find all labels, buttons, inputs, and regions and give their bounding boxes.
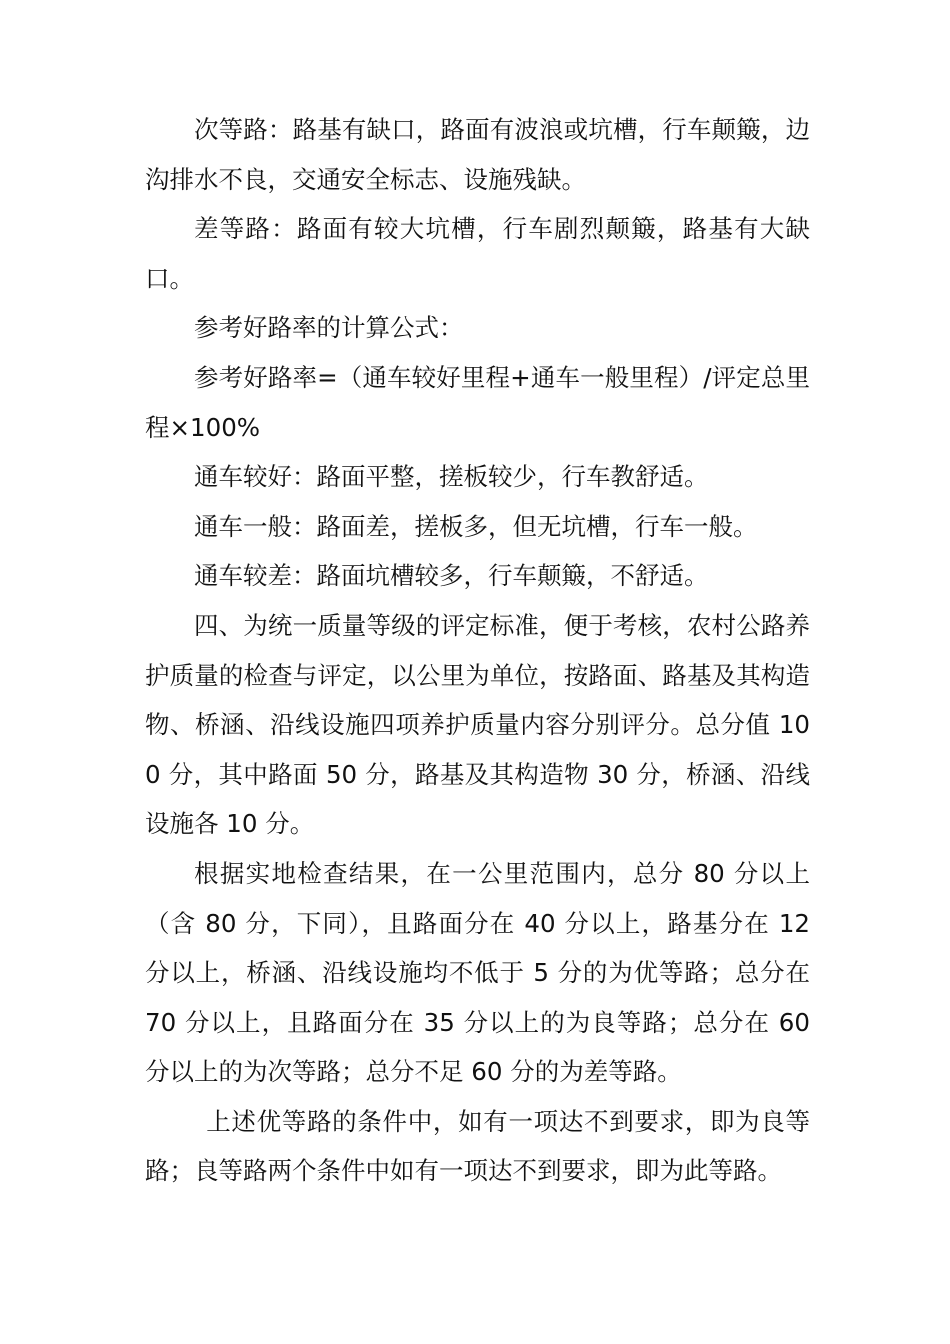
- paragraph-inspection-results: 根据实地检查结果，在一公里范围内，总分 80 分以上（含 80 分，下同），且路面分在 40 分以上，路基分在 12 分以上，桥涵、沿线设施均不低于 5 分的为优等路；总分在 70 分以上，且路面分在 35 分以上的为良等路；总分在 60 分以上的为次等路；总分不足 60 分的为差等路。: [145, 858, 810, 1087]
- paragraph-conditions: 上述优等路的条件中，如有一项达不到要求，即为良等路；良等路两个条件中如有一项达不到要求，即为此等路。: [145, 1106, 810, 1186]
- paragraph-traffic-poor: 通车较差：路面坑槽较多，行车颠簸，不舒适。: [194, 561, 709, 591]
- paragraph-traffic-good: 通车较好：路面平整，搓板较少，行车教舒适。: [194, 462, 709, 492]
- paragraph-section-four: 四、为统一质量等级的评定标准，便于考核，农村公路养护质量的检查与评定，以公里为单位，按路面、路基及其构造物、桥涵、沿线设施四项养护质量内容分别评分。总分值 100 分，其中路面 50 分，路基及其构造物 30 分，桥涵、沿线设施各 10 分。: [145, 610, 810, 839]
- paragraph-formula: 参考好路率=（通车较好里程+通车一般里程）/评定总里程×100%: [145, 362, 810, 442]
- document-page: [145, 105, 810, 1196]
- paragraph-formula-heading: 参考好路率的计算公式：: [194, 313, 464, 343]
- paragraph-secondary-road: 次等路：路基有缺口，路面有波浪或坑槽，行车颠簸，边沟排水不良，交通安全标志、设施残缺。: [145, 115, 810, 194]
- paragraph-traffic-average: 通车一般：路面差，搓板多，但无坑槽，行车一般。: [194, 511, 758, 541]
- paragraph-poor-road: 差等路：路面有较大坑槽，行车剧烈颠簸，路基有大缺口。: [145, 214, 810, 293]
